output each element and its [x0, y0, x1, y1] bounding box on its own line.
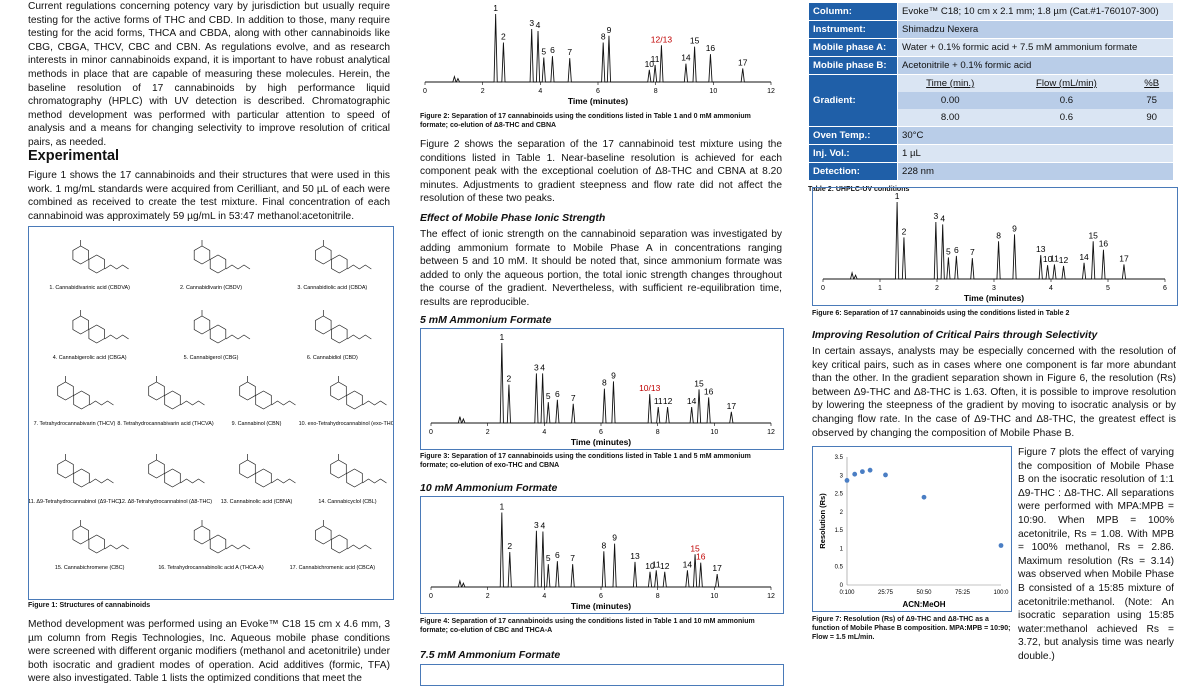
peak-label: 1: [499, 332, 505, 342]
figure4-caption: Figure 4: Separation of 17 cannabinoids using the conditions listed in Table 1 and 10 mM ammonium formate; co-elution of CBC and THCA-A: [420, 618, 755, 634]
peak-label: 3: [529, 17, 535, 28]
figure7-svg: [813, 447, 1011, 611]
experimental-heading: Experimental: [28, 148, 120, 164]
structure-12: [119, 454, 212, 505]
x-tick-label: 2: [485, 593, 490, 600]
x-axis-label: Time (minutes): [570, 601, 632, 611]
peak-label: 15: [690, 543, 700, 554]
x-tick-label: 12: [767, 593, 775, 600]
x-tick-label: 2: [485, 429, 490, 436]
structure-16: [158, 520, 264, 571]
structure-15: [55, 520, 129, 571]
peak-label: 6: [554, 388, 560, 399]
peak-label: 11: [651, 559, 661, 570]
gradient-row1-time: 0.00: [940, 95, 960, 106]
table-mpa-value: Water + 0.1% formic acid + 7.5 mM ammonium formate: [898, 39, 1174, 57]
gradient-row2-time: 8.00: [940, 112, 960, 123]
experimental-paragraph: Figure 1 shows the 17 cannabinoids and their structures that were used in this work. 1 mg/mL standards were acquired from Cerilliant, and 50 µL of each were combined as received to create the test mixture. Final concentration of each cannabinoid was approximately 59 µg/mL in 53:47 methanol:acetonitrile.: [28, 170, 390, 222]
x-tick-label: 6: [599, 593, 603, 600]
peak-label: 11: [650, 54, 660, 64]
gradient-header-flow: Flow (mL/min): [1036, 78, 1097, 89]
gradient-header-time: Time (min.): [926, 78, 975, 89]
gradient-row2-b: 90: [1146, 112, 1157, 123]
peak-label: 12: [660, 560, 670, 571]
figure4-svg: [421, 497, 783, 613]
x-axis-label: ACN:MeOH: [902, 600, 946, 609]
peak-label: 16: [703, 386, 714, 397]
x-tick-label: 4: [538, 88, 543, 95]
figure6-chromatogram: [812, 187, 1178, 306]
gradient-row1-flow: 0.6: [1059, 95, 1074, 106]
structure-14: [318, 454, 386, 505]
table-mpb-label: Mobile phase B:: [809, 57, 898, 75]
peak-label: 4: [535, 20, 541, 30]
chromatogram-trace: [823, 202, 1165, 279]
table2: [808, 2, 1174, 194]
y-tick-label: 3: [839, 473, 843, 480]
structure-label: 3. Cannabidiolic acid (CBDA): [297, 285, 368, 291]
figure5-chromatogram-top: [420, 664, 784, 686]
figure2-svg: [415, 0, 783, 108]
peak-label: 9: [612, 532, 617, 543]
peak-label: 8: [996, 230, 1001, 241]
x-axis-label: Time (minutes): [963, 293, 1025, 303]
structure-7: [34, 376, 116, 427]
figure2-caption: Figure 2: Separation of 17 cannabinoids using the conditions listed in Table 1 and 0 mM ammonium formate; co-elution of Δ8-THC and CBNA: [420, 113, 751, 129]
peak-label: 14: [681, 52, 691, 63]
peak-label: 7: [570, 392, 576, 403]
structure-label: 16. Tetrahydrocannabinolic acid A (THCA-A): [158, 565, 264, 571]
figure4-chromatogram: [420, 496, 784, 614]
peak-label: 16: [705, 43, 716, 54]
peak-label: 10: [645, 560, 655, 571]
structures-svg: [29, 227, 393, 599]
peak-label: 14: [1079, 251, 1089, 262]
structure-label: 5. Cannabigerol (CBG): [183, 355, 239, 361]
peak-label: 2: [501, 31, 506, 42]
structure-label: 4. Cannabigerolic acid (CBGA): [52, 355, 127, 361]
method-paragraph: Method development was performed using an Evoke™ C18 15 cm x 4.6 mm, 3 µm column from Regis Technologies, Inc. Aqueous mobile phase conditions were screened with different organic modifiers (methanol and acetonitrile) under both isocratic and gradient modes of operation. Acid additives (formic, TFA) were also investigated. Table 1 lists the optimized conditions that meet the: [28, 619, 390, 685]
data-point: [883, 473, 888, 478]
structure-label: 15. Cannabichromene (CBC): [54, 565, 125, 571]
peak-label: 7: [570, 553, 576, 564]
structure-label: 8. Tetrahydrocannabivarin acid (THCVA): [117, 421, 214, 427]
peak-label: 13: [630, 550, 640, 561]
figure6-caption: Figure 6: Separation of 17 cannabinoids using the conditions listed in Table 2: [812, 310, 1070, 317]
table-oven-label: Oven Temp.:: [809, 127, 898, 145]
gradient-row2-flow: 0.6: [1059, 112, 1074, 123]
x-tick-label: 10: [709, 88, 718, 95]
table-detection-label: Detection:: [809, 163, 898, 181]
selectivity-heading: Improving Resolution of Critical Pairs through Selectivity: [812, 329, 1098, 341]
figure7-scatter: [812, 446, 1012, 612]
table2-caption: Table 2: UHPLC-UV conditions: [808, 186, 910, 193]
table-mpb-value: Acetonitrile + 0.1% formic acid: [898, 57, 1174, 75]
structure-8: [117, 376, 213, 427]
table-instrument-label: Instrument:: [809, 21, 898, 39]
x-tick-label: 3: [992, 285, 996, 292]
peak-label: 14: [682, 559, 693, 570]
x-tick-label: 0: [429, 429, 433, 436]
peak-label: 6: [954, 244, 959, 255]
table-inj-value: 1 µL: [898, 145, 1174, 163]
x-tick-label: 6: [599, 429, 603, 436]
figure6-svg: [813, 188, 1177, 305]
peak-label: 9: [611, 370, 616, 381]
chromatogram-trace: [431, 343, 771, 423]
peak-label: 16: [695, 551, 706, 562]
data-point: [845, 478, 850, 483]
peak-label: 10: [1042, 254, 1053, 265]
table-column-label: Column:: [809, 3, 898, 21]
peak-label: 5: [946, 246, 951, 257]
peak-label: 3: [534, 362, 539, 373]
structure-label: 10. exo-Tetrahydrocannabinol (exo-THC): [298, 421, 393, 427]
peak-label: 17: [738, 57, 748, 68]
table-gradient-label: Gradient:: [809, 75, 898, 127]
structure-label: 14. Cannabicyclol (CBL): [318, 499, 377, 505]
x-tick-label: 25:75: [877, 590, 894, 596]
peak-label: 10: [644, 58, 655, 69]
table-inj-label: Inj. Vol.:: [809, 145, 898, 163]
structure-label: 2. Cannabidivarin (CBDV): [179, 285, 243, 291]
figure7-caption: Figure 7: Resolution (Rs) of Δ9-THC and Δ8-THC as a function of Mobile Phase B composition. MPA:MPB = 10:90; Flow = 1.5 mL/min.: [812, 616, 1011, 641]
structure-11: [29, 454, 121, 505]
x-tick-label: 4: [1049, 285, 1053, 292]
structure-17: [290, 520, 376, 571]
peak-label: 10/13: [639, 383, 661, 394]
peak-label: 7: [969, 247, 975, 258]
figure3-caption: Figure 3: Separation of 17 cannabinoids using the conditions listed in Table 1 and 5 mM ammonium formate; co-elution of exo-THC and CBNA: [420, 453, 751, 469]
ionic-strength-heading: Effect of Mobile Phase Ionic Strength: [420, 212, 606, 224]
structure-9: [232, 376, 296, 427]
peak-label: 8: [601, 540, 607, 551]
x-tick-label: 5: [1106, 285, 1110, 292]
peak-label: 8: [600, 31, 606, 42]
structure-label: 9. Cannabinol (CBN): [231, 421, 282, 427]
x-tick-label: 12: [767, 88, 775, 95]
x-tick-label: 0:100: [839, 590, 855, 596]
peak-label: 1: [493, 3, 499, 13]
peak-label: 16: [1098, 238, 1109, 249]
heading-7-5mm: 7.5 mM Ammonium Formate: [420, 649, 561, 661]
y-tick-label: 3.5: [834, 455, 843, 461]
structure-4: [53, 310, 129, 361]
structure-13: [221, 454, 296, 505]
structure-1: [49, 240, 130, 291]
table-instrument-value: Shimadzu Nexera: [898, 21, 1174, 39]
peak-label: 15: [1088, 230, 1098, 241]
peak-label: 15: [694, 378, 704, 389]
x-tick-label: 75:25: [954, 590, 971, 596]
y-tick-label: 2: [839, 509, 843, 516]
y-axis-label: Resolution (Rs): [818, 493, 827, 549]
y-tick-label: 0.5: [834, 564, 843, 571]
table-column-value: Evoke™ C18; 10 cm x 2.1 mm; 1.8 µm (Cat.#1-760107-300): [898, 3, 1174, 21]
figure1-structures: [28, 226, 394, 600]
gradient-header-b: %B: [1144, 78, 1160, 89]
peak-label: 6: [550, 45, 555, 56]
x-tick-label: 4: [542, 429, 547, 436]
data-point: [860, 469, 865, 474]
x-tick-label: 2: [480, 88, 485, 95]
y-tick-label: 2.5: [834, 491, 843, 498]
table-detection-value: 228 nm: [898, 163, 1174, 181]
x-tick-label: 0: [429, 593, 433, 600]
figure1-caption: Figure 1: Structures of cannabinoids: [28, 602, 151, 609]
peak-label: 9: [606, 24, 612, 35]
table-gradient-cell: [898, 75, 1174, 127]
x-tick-label: 12: [767, 429, 775, 436]
structure-5: [184, 310, 250, 361]
peak-label: 15: [689, 35, 700, 46]
structure-3: [297, 240, 371, 291]
data-point: [868, 468, 873, 473]
peak-label: 14: [686, 396, 697, 406]
structure-label: 6. Cannabidiol (CBD): [306, 355, 358, 361]
gradient-row1-b: 75: [1146, 95, 1157, 106]
x-tick-label: 8: [653, 88, 658, 95]
selectivity-paragraph: In certain assays, analysts may be especially concerned with the resolution of key critical pairs, such as in cases where one component is far more abundant than the other. In the gradient separation shown in Figure 6, the resolution (Rs) between Δ9-THC and Δ8-THC is 1.63. Often, it is possible to improve resolution by lowering the steepness of the gradient by moving to isocratic analysis or by changing flow rate. In the case of Δ9-THC and Δ8-THC, the greatest effect is observed by changing the composition of Mobile Phase B.: [812, 346, 1176, 439]
ionic-strength-paragraph: The effect of ionic strength on the cannabinoid separation was investigated by adding ammonium formate to Mobile Phase A in concentrations ranging between 5 and 10 mM. It should be noted that, since ammonium formate was added to only the aqueous portion, the total ionic strength changes throughout the course of the gradient. Nevertheless, with sufficient re-equilibration time, results are reproducible.: [420, 229, 782, 308]
peak-label: 4: [540, 362, 546, 373]
peak-label: 12: [1058, 254, 1069, 265]
y-tick-label: 1: [839, 546, 843, 553]
peak-label: 3: [534, 519, 539, 530]
peak-label: 8: [602, 377, 607, 388]
x-axis-label: Time (minutes): [570, 437, 632, 447]
x-tick-label: 8: [655, 593, 660, 600]
x-tick-label: 0: [821, 285, 825, 292]
peak-label: 17: [726, 400, 737, 411]
x-tick-label: 6: [1163, 285, 1167, 292]
peak-label: 3: [933, 211, 939, 222]
heading-10mm: 10 mM Ammonium Formate: [420, 482, 558, 494]
peak-label: 1: [499, 501, 505, 512]
peak-label: 6: [554, 550, 560, 561]
x-tick-label: 8: [655, 429, 660, 436]
structure-2: [180, 240, 250, 291]
y-tick-label: 0: [839, 583, 843, 589]
x-tick-label: 50:50: [916, 590, 932, 596]
table-oven-value: 30°C: [898, 127, 1174, 145]
x-tick-label: 0: [423, 88, 427, 95]
structure-label: 12. Δ8-Tetrahydrocannabinol (Δ8-THC): [118, 499, 213, 505]
peak-label: 4: [540, 520, 546, 531]
x-tick-label: 2: [935, 285, 939, 292]
structure-6: [307, 310, 371, 361]
peak-label: 12: [662, 396, 673, 406]
x-tick-label: 4: [542, 593, 547, 600]
chromatogram-trace: [425, 14, 771, 82]
peak-label: 5: [541, 46, 547, 57]
peak-label: 11: [1050, 253, 1059, 264]
structure-label: 1. Cannabidivarinic acid (CBDVA): [49, 285, 130, 291]
x-tick-label: 100:0: [993, 590, 1009, 596]
data-point: [922, 495, 927, 500]
structure-10: [299, 376, 393, 427]
figure2-paragraph: Figure 2 shows the separation of the 17 cannabinoid test mixture using the conditions listed in Table 1. Near-baseline resolution is achieved for each component peak with the exceptional coelution of Δ8-THC and CBNA at 8.20 minutes. Adjustments to gradient steepness and flow rate did not affect the resolution of these two peaks.: [420, 139, 782, 205]
y-tick-label: 1.5: [834, 528, 843, 535]
structure-label: 7. Tetrahydrocannabivarin (THCV): [33, 421, 116, 427]
peak-label: 12/13: [650, 34, 673, 45]
peak-label: 4: [940, 213, 946, 224]
structure-label: 13. Cannabinolic acid (CBNA): [220, 499, 293, 505]
peak-label: 1: [894, 191, 900, 201]
figure7-paragraph: Figure 7 plots the effect of varying the composition of Mobile Phase B on the isocratic resolution of 1:1 Δ9-THC : Δ8-THC. All separations were performed with MPA:MPB = 10:90. When MPB = 100% acetonitrile, Rs = 1.08. With MPB = 100% methanol, Rs = 2.86. Maximum resolution (Rs = 3.14) was observed when Mobile Phase B consisted of a 15:85 mixture of acetonitrile:methanol. (Note: An isocratic separation using 15:85 water:methanol achieved Rs = 3.72, but analysis time was nearly double.): [1018, 447, 1174, 662]
peak-label: 9: [1012, 223, 1017, 234]
peak-label: 5: [545, 391, 551, 402]
x-axis-label: Time (minutes): [567, 96, 629, 106]
peak-label: 7: [567, 47, 573, 58]
data-point: [999, 543, 1004, 548]
data-point: [852, 472, 857, 477]
peak-label: 2: [901, 226, 907, 237]
peak-label: 5: [545, 553, 551, 564]
x-tick-label: 6: [596, 88, 600, 95]
peak-label: 17: [1119, 253, 1129, 264]
intro-paragraph: Current regulations concerning potency vary by jurisdiction but usually require testing for the active forms of THC and CBD. In addition to those, many require testing for the acid forms, THCA and CBDA, along with other cannabinoids like CBG, CBGA, THCV, CBC and CBN. As regulations evolve, and as research interests in minor cannabinoids expand, it is important to have robust analytical methods in place that are capable of measuring these molecules. Herein, the baseline resolution of 17 cannabinoids by high performance liquid chromatography (HPLC) with UV detection is described. Chromatographic method development was performed with particular attention to speed of analysis and a means for changing selectivity to improve resolution of critical pairs, as needed.: [28, 1, 390, 148]
figure3-svg: [421, 329, 783, 449]
x-tick-label: 10: [710, 593, 719, 600]
structure-label: 11. Δ9-Tetrahydrocannabinol (Δ9-THC): [29, 499, 121, 505]
peak-label: 2: [506, 373, 512, 384]
x-tick-label: 10: [710, 429, 719, 436]
peak-label: 11: [653, 396, 663, 406]
table-mpa-label: Mobile phase A:: [809, 39, 898, 57]
peak-label: 17: [712, 563, 722, 574]
figure3-chromatogram: [420, 328, 784, 450]
peak-label: 13: [1036, 244, 1046, 255]
peak-label: 2: [507, 541, 513, 552]
x-tick-label: 1: [878, 285, 882, 292]
structure-label: 17. Cannabichromenic acid (CBCA): [289, 565, 376, 571]
figure2-chromatogram: [415, 0, 783, 108]
heading-5mm: 5 mM Ammonium Formate: [420, 314, 552, 326]
